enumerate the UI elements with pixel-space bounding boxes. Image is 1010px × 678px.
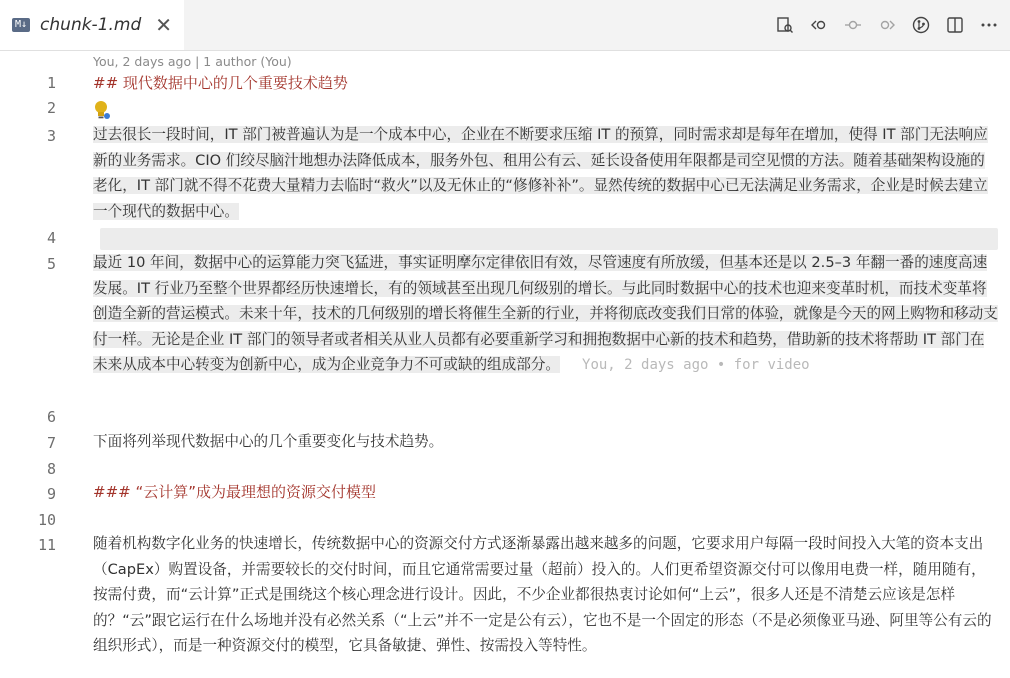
- line-number: 1: [46, 74, 56, 92]
- markdown-file-icon: M↓: [12, 18, 30, 32]
- line-number: 7: [46, 434, 56, 452]
- paragraph-line-7: 下面将列举现代数据中心的几个重要变化与技术趋势。: [93, 433, 444, 450]
- tab-title: chunk-1.md: [40, 15, 142, 35]
- editor-actions: [772, 0, 1002, 50]
- inline-blame: You, 2 days ago • for video: [582, 357, 810, 373]
- split-editor-icon[interactable]: [942, 12, 968, 38]
- empty-line-highlight: [100, 228, 998, 250]
- lightbulb-icon[interactable]: [93, 99, 111, 121]
- line-number: 9: [46, 485, 56, 503]
- heading-line: ## 现代数据中心的几个重要技术趋势: [93, 74, 348, 92]
- line-number: 4: [46, 229, 56, 247]
- line-number: 5: [46, 255, 56, 273]
- more-icon[interactable]: [976, 12, 1002, 38]
- git-codelens[interactable]: You, 2 days ago | 1 author (You): [93, 54, 292, 69]
- line-number: 8: [46, 460, 56, 478]
- line-number: 2: [46, 99, 56, 117]
- editor-area[interactable]: [0, 51, 1010, 678]
- paragraph-line-3: [93, 122, 998, 224]
- line-number: 11: [37, 536, 56, 554]
- open-preview-icon[interactable]: [772, 12, 798, 38]
- editor-tab[interactable]: [0, 0, 184, 50]
- go-forward-icon[interactable]: [874, 12, 900, 38]
- line-number: 6: [46, 408, 56, 426]
- paragraph-line-5: [93, 250, 998, 379]
- tab-bar: [0, 0, 1010, 51]
- commit-icon[interactable]: [840, 12, 866, 38]
- close-icon[interactable]: ✕: [155, 13, 173, 37]
- paragraph-text: 最近 10 年间，数据中心的运算能力突飞猛进，事实证明摩尔定律依旧有效，尽管速度有所放缓，但基本还是以 2.5–3 年翻一番的速度高速发展。IT 行业乃至整个世界都经历快速增长，有的领域甚至出现几何级别的增长。与此同时数据中心的技术也迎来变革时机，而技术变革将创造全新的营运模式。未来十年，技术的几何级别的增长将催生全新的行业，并将彻底改变我们日常的体验，就像是今天的网上购物和移动支付一样。无论是企业 IT 部门的领导者或者相关从业人员都有必要重新学习和拥抱数据中心新的技术和趋势，借助新的技术将帮助 IT 部门在未来从成本中心转变为创新中心，成为企业竞争力不可或缺的组成部分。: [93, 254, 998, 373]
- line-number: 3: [46, 127, 56, 145]
- paragraph-text: 过去很长一段时间，IT 部门被普遍认为是一个成本中心，企业在不断要求压缩 IT 的预算，同时需求却是每年在增加，使得 IT 部门无法响应新的业务需求。CIO 们绞尽脑汁地想办法降低成本，服务外包、租用公有云、延长设备使用年限都是司空见惯的方法。随着基础架构设施的老化，IT 部门就不得不花费大量精力去临时“救火”以及无休止的“修修补补”。显然传统的数据中心已无法满足业务需求，企业是时候去建立一个现代的数据中心。: [93, 126, 988, 220]
- subheading-line: ### “云计算”成为最理想的资源交付模型: [93, 483, 377, 501]
- go-back-icon[interactable]: [806, 12, 832, 38]
- source-control-icon[interactable]: [908, 12, 934, 38]
- paragraph-line-11: 随着机构数字化业务的快速增长，传统数据中心的资源交付方式逐渐暴露出越来越多的问题，它要求用户每隔一段时间投入大笔的资本支出（CapEx）购置设备，并需要较长的交付时间，而且它通常需要过量（超前）投入的。人们更希望资源交付可以像用电费一样，随用随有，按需付费，而“云计算”正式是围绕这个核心理念进行设计。因此，不少企业都很热衷讨论如何“上云”，很多人还是不清楚云应该是怎样的？“云”跟它运行在什么场地并没有必然关系（“上云”并不一定是公有云），它也不是一个固定的形态（不是必须像亚马逊、阿里等公有云的组织形式），而是一种资源交付的模型，它具备敏捷、弹性、按需投入等特性。: [93, 535, 992, 654]
- line-number: 10: [37, 511, 56, 529]
